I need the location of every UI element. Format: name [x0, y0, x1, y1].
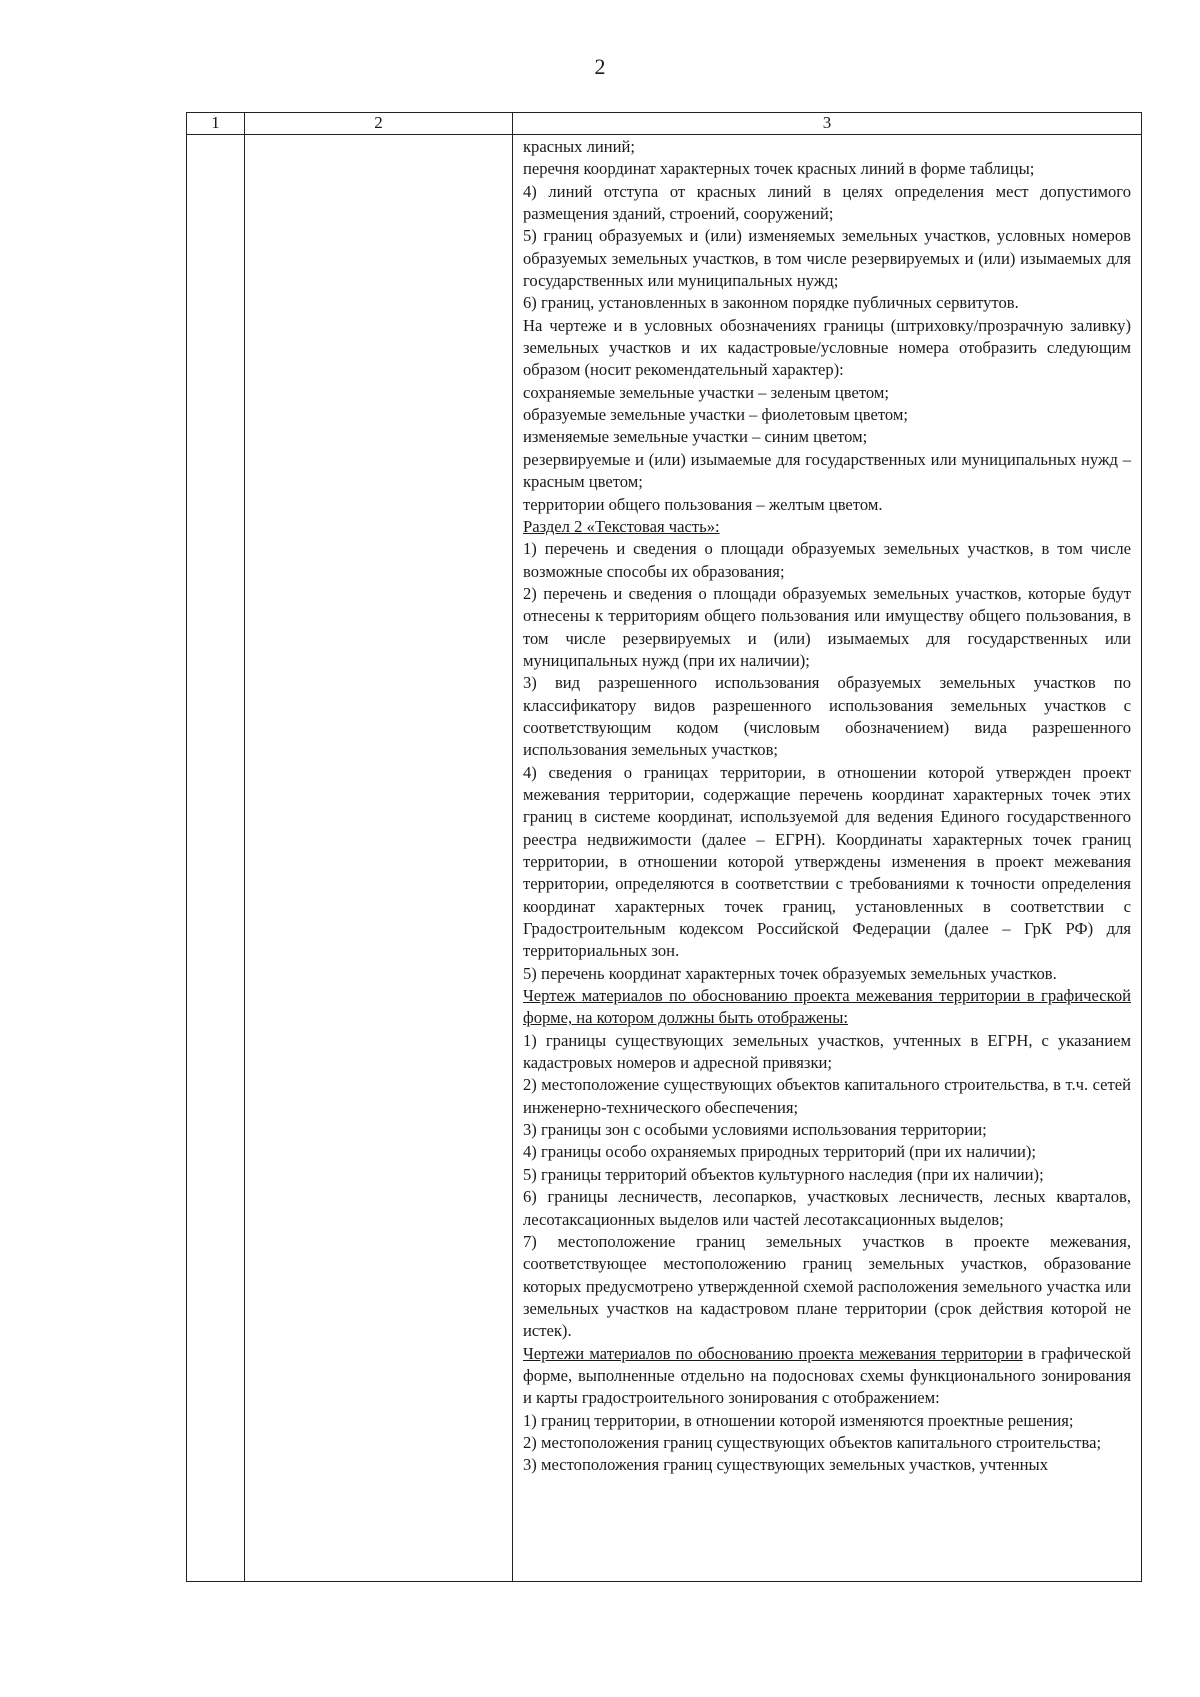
paragraph-text: 6) границы лесничеств, лесопарков, участковых лесничеств, лесных кварталов, лесотаксационных выделов или частей лесотаксационных выделов; [523, 1187, 1131, 1229]
paragraph-text: территории общего пользования – желтым цветом. [523, 494, 883, 514]
paragraph [523, 672, 1131, 761]
cell-column-1 [187, 135, 245, 1582]
paragraph-text: изменяемые земельные участки – синим цветом; [523, 427, 868, 447]
paragraph [523, 382, 1131, 404]
paragraph [523, 1410, 1131, 1432]
paragraph-text: 1) перечень и сведения о площади образуемых земельных участков, в том числе возможные способы их образования; [523, 539, 1131, 581]
paragraph [523, 1141, 1131, 1163]
paragraph [523, 762, 1131, 963]
paragraph-continuation: в графической форме, выполненные отдельно на подосновах схемы функционального зонирования и карты градостроительного зонирования с отображением: [523, 1343, 1132, 1408]
paragraph-text: 1) границ территории, в отношении которой изменяются проектные решения; [523, 1410, 1074, 1430]
paragraph-text: 3) вид разрешенного использования образуемых земельных участков по классификатору видов разрешенного использования земельных участков с соответствующим кодом (числовым обозначением) вида разрешенного использования земельных участков; [523, 673, 1131, 760]
paragraph-text: 6) границ, установленных в законном порядке публичных сервитутов. [523, 293, 1019, 313]
paragraph-text: резервируемые и (или) изымаемые для государственных или муниципальных нужд – красным цветом; [523, 449, 1131, 492]
paragraph [523, 449, 1131, 494]
paragraph [523, 583, 1131, 672]
page-number: 2 [594, 54, 606, 79]
paragraph-text: Раздел 2 «Текстовая часть»: [523, 516, 720, 536]
paragraph [523, 292, 1131, 314]
paragraph [523, 494, 1131, 516]
paragraph [523, 963, 1131, 985]
column-header-1: 1 [187, 113, 245, 135]
paragraph-text: 1) границы существующих земельных участков, учтенных в ЕГРН, с указанием кадастровых номеров и адресной привязки; [523, 1030, 1131, 1073]
paragraph [523, 1343, 1131, 1410]
paragraph [523, 181, 1131, 226]
paragraph-text: Чертеж материалов по обоснованию проекта межевания территории в графической форме, на котором должны быть отображены: [523, 986, 1131, 1028]
paragraph [523, 225, 1131, 292]
paragraph-text: На чертеже и в условных обозначениях границы (штриховку/прозрачную заливку) земельных участков и их кадастровые/условные номера отобразить следующим образом (носит рекомендательный характер): [523, 315, 1131, 380]
paragraph-text: 4) линий отступа от красных линий в целях определения мест допустимого размещения зданий, строений, сооружений; [523, 181, 1131, 224]
paragraph [523, 404, 1131, 426]
paragraph [523, 1030, 1131, 1075]
paragraph-text: 2) местоположение существующих объектов капитального строительства, в т.ч. сетей инженерно-технического обеспечения; [523, 1075, 1131, 1117]
paragraph [523, 516, 1131, 538]
requirements-table [186, 112, 1142, 1582]
paragraph-text: 2) перечень и сведения о площади образуемых земельных участков, которые будут отнесены к территориям общего пользования или имуществу общего пользования, в том числе резервируемых и (или) изымаемых для государственных или муниципальных нужд (при их наличии); [523, 583, 1131, 670]
paragraph-text: Чертежи материалов по обоснованию проекта межевания территории [523, 1343, 1023, 1363]
paragraph [523, 1074, 1131, 1119]
paragraph [523, 1119, 1131, 1141]
paragraph-text: 3) местоположения границ существующих земельных участков, учтенных [523, 1455, 1049, 1475]
paragraph [523, 538, 1131, 583]
paragraph [523, 985, 1131, 1030]
column-header-3: 3 [513, 113, 1142, 135]
paragraph-text: 7) местоположение границ земельных участков в проекте межевания, соответствующее местоположению границ земельных участков, образование которых предусмотрено утвержденной схемой расположения земельного участка или земельных участков на кадастровом плане территории (срок действия которой не истек). [523, 1231, 1131, 1341]
cell-column-2 [245, 135, 513, 1582]
paragraph-text: 5) границ образуемых и (или) изменяемых земельных участков, условных номеров образуемых земельных участков, в том числе резервируемых и (или) изымаемых для государственных или муниципальных нужд; [523, 226, 1131, 291]
paragraph [523, 158, 1131, 180]
paragraph [523, 1432, 1131, 1454]
paragraph [523, 315, 1131, 382]
paragraph-text: 4) сведения о границах территории, в отношении которой утвержден проект межевания территории, содержащие перечень координат характерных точек этих границ в системе координат, используемой для ведения Единого государственного реестра недвижимости (далее – ЕГРН). Координаты характерных точек границ территории, в отношении которой утверждены изменения в проект межевания территории, определяются в соответствии с требованиями к точности определения координат характерных точек границ, установленных в соответствии с Градостроительным кодексом Российской Федерации (далее – ГрК РФ) для территориальных зон. [523, 762, 1131, 961]
paragraph-text: 3) границы зон с особыми условиями использования территории; [523, 1120, 987, 1140]
paragraph [523, 426, 1131, 448]
table-header-row [187, 113, 1142, 135]
paragraph-text: образуемые земельные участки – фиолетовым цветом; [523, 405, 908, 425]
paragraph [523, 1454, 1131, 1476]
paragraph-text: красных линий; [523, 137, 635, 156]
paragraph-text: 4) границы особо охраняемых природных территорий (при их наличии); [523, 1142, 1037, 1162]
paragraph-text: перечня координат характерных точек красных линий в форме таблицы; [523, 159, 1035, 179]
paragraph-text: 5) перечень координат характерных точек образуемых земельных участков. [523, 963, 1057, 983]
paragraph [523, 1231, 1131, 1343]
paragraph [523, 136, 1131, 158]
table-row [187, 135, 1142, 1582]
cell-column-3 [513, 135, 1142, 1582]
paragraph-text: 2) местоположения границ существующих объектов капитального строительства; [523, 1432, 1102, 1452]
paragraph [523, 1186, 1131, 1231]
requirements-text [513, 135, 1141, 1477]
paragraph-text: сохраняемые земельные участки – зеленым цветом; [523, 382, 889, 402]
paragraph [523, 1164, 1131, 1186]
paragraph-text: 5) границы территорий объектов культурного наследия (при их наличии); [523, 1164, 1044, 1184]
column-header-2: 2 [245, 113, 513, 135]
